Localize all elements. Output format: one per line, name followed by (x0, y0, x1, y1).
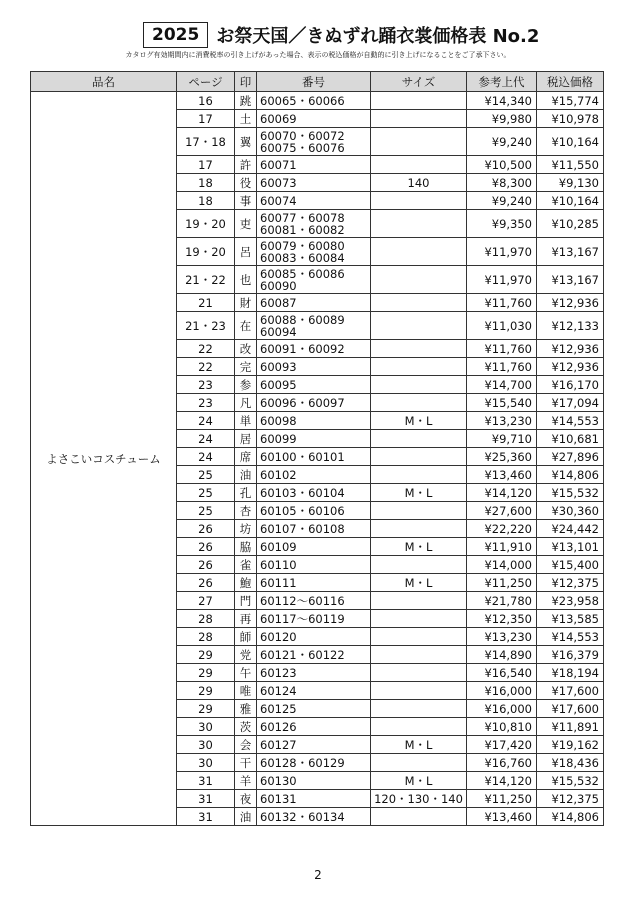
page-cell: 18 (177, 174, 235, 192)
ref-price-cell: ¥21,780 (467, 592, 537, 610)
number-line: 60112〜60116 (260, 593, 345, 608)
size-cell (371, 808, 467, 826)
number-cell (257, 266, 371, 294)
page-cell: 31 (177, 790, 235, 808)
column-header-name: 品名 (31, 72, 177, 92)
ref-price-cell: ¥14,120 (467, 484, 537, 502)
column-header-page: ページ (177, 72, 235, 92)
number-cell (257, 592, 371, 610)
ref-price-cell: ¥17,420 (467, 736, 537, 754)
size-cell (371, 394, 467, 412)
number-line: 60090 (260, 278, 297, 293)
number-cell (257, 790, 371, 808)
number-cell (257, 110, 371, 128)
tax-price-cell: ¥11,550 (537, 156, 604, 174)
size-cell (371, 610, 467, 628)
ref-price-cell: ¥11,760 (467, 294, 537, 312)
tax-price-cell: ¥15,774 (537, 92, 604, 110)
ref-price-cell: ¥16,000 (467, 700, 537, 718)
page-cell: 22 (177, 358, 235, 376)
mark-cell: 杏 (235, 502, 257, 520)
page-number: 2 (314, 868, 322, 882)
number-line: 60098 (260, 413, 297, 428)
tax-price-cell: ¥12,936 (537, 294, 604, 312)
number-line: 60077・60078 (260, 210, 345, 225)
number-line: 60075・60076 (260, 140, 345, 155)
mark-cell: 凡 (235, 394, 257, 412)
page-title: お祭天国／きぬずれ踊衣裳価格表 No.2 (216, 26, 540, 47)
number-line: 60120 (260, 629, 297, 644)
ref-price-cell: ¥14,120 (467, 772, 537, 790)
size-cell: 120・130・140 (371, 790, 467, 808)
page-cell: 16 (177, 92, 235, 110)
page-cell: 30 (177, 736, 235, 754)
ref-price-cell: ¥13,230 (467, 412, 537, 430)
page-cell: 18 (177, 192, 235, 210)
page-cell: 22 (177, 340, 235, 358)
number-cell (257, 376, 371, 394)
number-line: 60087 (260, 295, 297, 310)
mark-cell: 吏 (235, 210, 257, 238)
number-line: 60088・60089 (260, 312, 345, 327)
number-cell (257, 128, 371, 156)
tax-price-cell: ¥27,896 (537, 448, 604, 466)
table-row (31, 92, 604, 110)
page-cell: 17・18 (177, 128, 235, 156)
ref-price-cell: ¥22,220 (467, 520, 537, 538)
number-cell (257, 294, 371, 312)
number-cell (257, 682, 371, 700)
number-line: 60070・60072 (260, 128, 345, 143)
tax-price-cell: ¥12,936 (537, 358, 604, 376)
mark-cell: 雀 (235, 556, 257, 574)
ref-price-cell: ¥11,760 (467, 358, 537, 376)
column-header-number: 番号 (257, 72, 371, 92)
table-header-row (31, 72, 604, 92)
tax-price-cell: ¥13,167 (537, 238, 604, 266)
tax-price-cell: ¥18,194 (537, 664, 604, 682)
page-cell: 28 (177, 610, 235, 628)
tax-price-cell: ¥10,164 (537, 128, 604, 156)
number-cell (257, 358, 371, 376)
tax-price-cell: ¥12,375 (537, 574, 604, 592)
page-cell: 31 (177, 772, 235, 790)
page-cell: 30 (177, 754, 235, 772)
size-cell: M・L (371, 484, 467, 502)
column-header-mark: 印 (235, 72, 257, 92)
number-line: 60117〜60119 (260, 611, 345, 626)
tax-price-cell: ¥23,958 (537, 592, 604, 610)
page-cell: 17 (177, 110, 235, 128)
page-cell: 26 (177, 538, 235, 556)
tax-price-cell: ¥12,936 (537, 340, 604, 358)
mark-cell: 脇 (235, 538, 257, 556)
column-header-size: サイズ (371, 72, 467, 92)
size-cell (371, 238, 467, 266)
page-cell: 30 (177, 718, 235, 736)
number-cell (257, 238, 371, 266)
mark-cell: 席 (235, 448, 257, 466)
size-cell: M・L (371, 772, 467, 790)
size-cell (371, 210, 467, 238)
size-cell: M・L (371, 538, 467, 556)
size-cell (371, 358, 467, 376)
number-line: 60099 (260, 431, 297, 446)
page-cell: 23 (177, 394, 235, 412)
ref-price-cell: ¥10,810 (467, 718, 537, 736)
number-cell (257, 412, 371, 430)
tax-price-cell: ¥14,553 (537, 628, 604, 646)
number-line: 60126 (260, 719, 297, 734)
number-cell (257, 340, 371, 358)
page-cell: 21・22 (177, 266, 235, 294)
number-line: 60123 (260, 665, 297, 680)
page-cell: 19・20 (177, 238, 235, 266)
number-cell (257, 210, 371, 238)
number-cell (257, 484, 371, 502)
number-line: 60125 (260, 701, 297, 716)
ref-price-cell: ¥14,890 (467, 646, 537, 664)
number-line: 60103・60104 (260, 485, 345, 500)
number-line: 60081・60082 (260, 222, 345, 237)
number-line: 60079・60080 (260, 238, 345, 253)
ref-price-cell: ¥12,350 (467, 610, 537, 628)
mark-cell: 翼 (235, 128, 257, 156)
size-cell (371, 664, 467, 682)
ref-price-cell: ¥14,700 (467, 376, 537, 394)
number-cell (257, 700, 371, 718)
page-cell: 29 (177, 664, 235, 682)
number-cell (257, 192, 371, 210)
ref-price-cell: ¥11,760 (467, 340, 537, 358)
number-cell (257, 156, 371, 174)
mark-cell: 財 (235, 294, 257, 312)
tax-price-cell: ¥10,681 (537, 430, 604, 448)
size-cell (371, 682, 467, 700)
size-cell (371, 340, 467, 358)
ref-price-cell: ¥11,970 (467, 238, 537, 266)
tax-price-cell: ¥16,379 (537, 646, 604, 664)
mark-cell: 干 (235, 754, 257, 772)
number-line: 60127 (260, 737, 297, 752)
tax-price-cell: ¥10,285 (537, 210, 604, 238)
ref-price-cell: ¥11,030 (467, 312, 537, 340)
number-cell (257, 718, 371, 736)
number-cell (257, 394, 371, 412)
tax-price-cell: ¥9,130 (537, 174, 604, 192)
size-cell: M・L (371, 574, 467, 592)
number-cell (257, 430, 371, 448)
column-header-tax-price: 税込価格 (537, 72, 604, 92)
size-cell (371, 700, 467, 718)
number-line: 60131 (260, 791, 297, 806)
category-cell: よさこいコスチューム (31, 92, 177, 826)
mark-cell: 午 (235, 664, 257, 682)
number-cell (257, 502, 371, 520)
number-line: 60130 (260, 773, 297, 788)
ref-price-cell: ¥13,460 (467, 466, 537, 484)
price-table (30, 71, 604, 826)
mark-cell: 党 (235, 646, 257, 664)
page-cell: 27 (177, 592, 235, 610)
ref-price-cell: ¥16,540 (467, 664, 537, 682)
number-cell (257, 448, 371, 466)
page-cell: 19・20 (177, 210, 235, 238)
number-line: 60071 (260, 157, 297, 172)
number-line: 60105・60106 (260, 503, 345, 518)
page-cell: 26 (177, 574, 235, 592)
ref-price-cell: ¥11,250 (467, 790, 537, 808)
number-cell (257, 538, 371, 556)
tax-price-cell: ¥13,101 (537, 538, 604, 556)
number-cell (257, 736, 371, 754)
number-line: 60065・60066 (260, 93, 345, 108)
number-line: 60124 (260, 683, 297, 698)
number-cell (257, 664, 371, 682)
size-cell (371, 312, 467, 340)
number-cell (257, 610, 371, 628)
size-cell (371, 266, 467, 294)
mark-cell: 土 (235, 110, 257, 128)
column-header-ref-price: 参考上代 (467, 72, 537, 92)
mark-cell: 油 (235, 808, 257, 826)
size-cell (371, 502, 467, 520)
mark-cell: 在 (235, 312, 257, 340)
mark-cell: 孔 (235, 484, 257, 502)
ref-price-cell: ¥9,350 (467, 210, 537, 238)
page-cell: 25 (177, 466, 235, 484)
ref-price-cell: ¥15,540 (467, 394, 537, 412)
ref-price-cell: ¥11,970 (467, 266, 537, 294)
ref-price-cell: ¥14,340 (467, 92, 537, 110)
mark-cell: 完 (235, 358, 257, 376)
number-line: 60100・60101 (260, 449, 345, 464)
size-cell (371, 128, 467, 156)
tax-price-cell: ¥15,532 (537, 484, 604, 502)
size-cell (371, 592, 467, 610)
mark-cell: 油 (235, 466, 257, 484)
ref-price-cell: ¥13,230 (467, 628, 537, 646)
page-cell: 31 (177, 808, 235, 826)
ref-price-cell: ¥25,360 (467, 448, 537, 466)
ref-price-cell: ¥10,500 (467, 156, 537, 174)
tax-price-cell: ¥16,170 (537, 376, 604, 394)
number-line: 60069 (260, 111, 297, 126)
number-cell (257, 520, 371, 538)
size-cell (371, 294, 467, 312)
size-cell (371, 754, 467, 772)
ref-price-cell: ¥9,240 (467, 192, 537, 210)
tax-price-cell: ¥17,094 (537, 394, 604, 412)
tax-price-cell: ¥15,400 (537, 556, 604, 574)
number-cell (257, 174, 371, 192)
number-line: 60093 (260, 359, 297, 374)
size-cell (371, 628, 467, 646)
number-line: 60073 (260, 175, 297, 190)
size-cell (371, 376, 467, 394)
ref-price-cell: ¥11,910 (467, 538, 537, 556)
number-line: 60102 (260, 467, 297, 482)
number-line: 60095 (260, 377, 297, 392)
tax-price-cell: ¥17,600 (537, 700, 604, 718)
page-cell: 24 (177, 412, 235, 430)
page-cell: 21・23 (177, 312, 235, 340)
number-line: 60110 (260, 557, 297, 572)
tax-price-cell: ¥24,442 (537, 520, 604, 538)
size-cell: M・L (371, 736, 467, 754)
size-cell (371, 430, 467, 448)
number-line: 60083・60084 (260, 250, 345, 265)
page-header (143, 21, 539, 49)
page-cell: 17 (177, 156, 235, 174)
tax-price-cell: ¥14,806 (537, 466, 604, 484)
tax-price-cell: ¥15,532 (537, 772, 604, 790)
mark-cell: 唯 (235, 682, 257, 700)
mark-cell: 居 (235, 430, 257, 448)
mark-cell: 夜 (235, 790, 257, 808)
page-cell: 29 (177, 700, 235, 718)
number-cell (257, 466, 371, 484)
number-cell (257, 772, 371, 790)
number-line: 60121・60122 (260, 647, 345, 662)
page-cell: 24 (177, 430, 235, 448)
tax-price-cell: ¥12,133 (537, 312, 604, 340)
tax-price-cell: ¥11,891 (537, 718, 604, 736)
page-cell: 29 (177, 646, 235, 664)
size-cell (371, 156, 467, 174)
tax-price-cell: ¥13,585 (537, 610, 604, 628)
mark-cell: 師 (235, 628, 257, 646)
number-cell (257, 312, 371, 340)
mark-cell: 門 (235, 592, 257, 610)
page-cell: 25 (177, 484, 235, 502)
mark-cell: 会 (235, 736, 257, 754)
size-cell (371, 448, 467, 466)
mark-cell: 役 (235, 174, 257, 192)
tax-price-cell: ¥30,360 (537, 502, 604, 520)
number-cell (257, 754, 371, 772)
page-cell: 21 (177, 294, 235, 312)
number-line: 60094 (260, 324, 297, 339)
mark-cell: 也 (235, 266, 257, 294)
page-cell: 24 (177, 448, 235, 466)
ref-price-cell: ¥13,460 (467, 808, 537, 826)
tax-note: カタログ有効期間内に消費税率の引き上げがあった場合、表示の税込価格が自動的に引き上げになることをご了承下さい。 (125, 51, 511, 59)
size-cell: M・L (371, 412, 467, 430)
number-cell (257, 646, 371, 664)
number-cell (257, 556, 371, 574)
ref-price-cell: ¥16,000 (467, 682, 537, 700)
number-line: 60107・60108 (260, 521, 345, 536)
mark-cell: 茨 (235, 718, 257, 736)
tax-price-cell: ¥13,167 (537, 266, 604, 294)
ref-price-cell: ¥9,710 (467, 430, 537, 448)
number-line: 60074 (260, 193, 297, 208)
number-line: 60096・60097 (260, 395, 345, 410)
tax-price-cell: ¥10,978 (537, 110, 604, 128)
page-cell: 26 (177, 520, 235, 538)
ref-price-cell: ¥14,000 (467, 556, 537, 574)
mark-cell: 坊 (235, 520, 257, 538)
page-cell: 26 (177, 556, 235, 574)
tax-price-cell: ¥18,436 (537, 754, 604, 772)
number-cell (257, 574, 371, 592)
page-cell: 23 (177, 376, 235, 394)
size-cell (371, 646, 467, 664)
tax-price-cell: ¥12,375 (537, 790, 604, 808)
ref-price-cell: ¥8,300 (467, 174, 537, 192)
page-cell: 25 (177, 502, 235, 520)
size-cell (371, 110, 467, 128)
tax-price-cell: ¥14,806 (537, 808, 604, 826)
mark-cell: 跳 (235, 92, 257, 110)
mark-cell: 雅 (235, 700, 257, 718)
size-cell: 140 (371, 174, 467, 192)
number-line: 60109 (260, 539, 297, 554)
ref-price-cell: ¥16,760 (467, 754, 537, 772)
ref-price-cell: ¥9,980 (467, 110, 537, 128)
mark-cell: 参 (235, 376, 257, 394)
number-cell (257, 808, 371, 826)
ref-price-cell: ¥27,600 (467, 502, 537, 520)
year-badge: 2025 (143, 22, 208, 48)
tax-price-cell: ¥10,164 (537, 192, 604, 210)
page-cell: 29 (177, 682, 235, 700)
mark-cell: 再 (235, 610, 257, 628)
size-cell (371, 92, 467, 110)
mark-cell: 改 (235, 340, 257, 358)
page-cell: 28 (177, 628, 235, 646)
tax-price-cell: ¥19,162 (537, 736, 604, 754)
number-line: 60128・60129 (260, 755, 345, 770)
ref-price-cell: ¥11,250 (467, 574, 537, 592)
number-line: 60091・60092 (260, 341, 345, 356)
tax-price-cell: ¥14,553 (537, 412, 604, 430)
mark-cell: 鮑 (235, 574, 257, 592)
tax-price-cell: ¥17,600 (537, 682, 604, 700)
number-line: 60111 (260, 575, 297, 590)
size-cell (371, 556, 467, 574)
mark-cell: 事 (235, 192, 257, 210)
ref-price-cell: ¥9,240 (467, 128, 537, 156)
number-cell (257, 92, 371, 110)
number-cell (257, 628, 371, 646)
size-cell (371, 718, 467, 736)
mark-cell: 羊 (235, 772, 257, 790)
mark-cell: 単 (235, 412, 257, 430)
size-cell (371, 192, 467, 210)
size-cell (371, 520, 467, 538)
number-line: 60132・60134 (260, 809, 345, 824)
mark-cell: 呂 (235, 238, 257, 266)
number-line: 60085・60086 (260, 266, 345, 281)
size-cell (371, 466, 467, 484)
mark-cell: 許 (235, 156, 257, 174)
